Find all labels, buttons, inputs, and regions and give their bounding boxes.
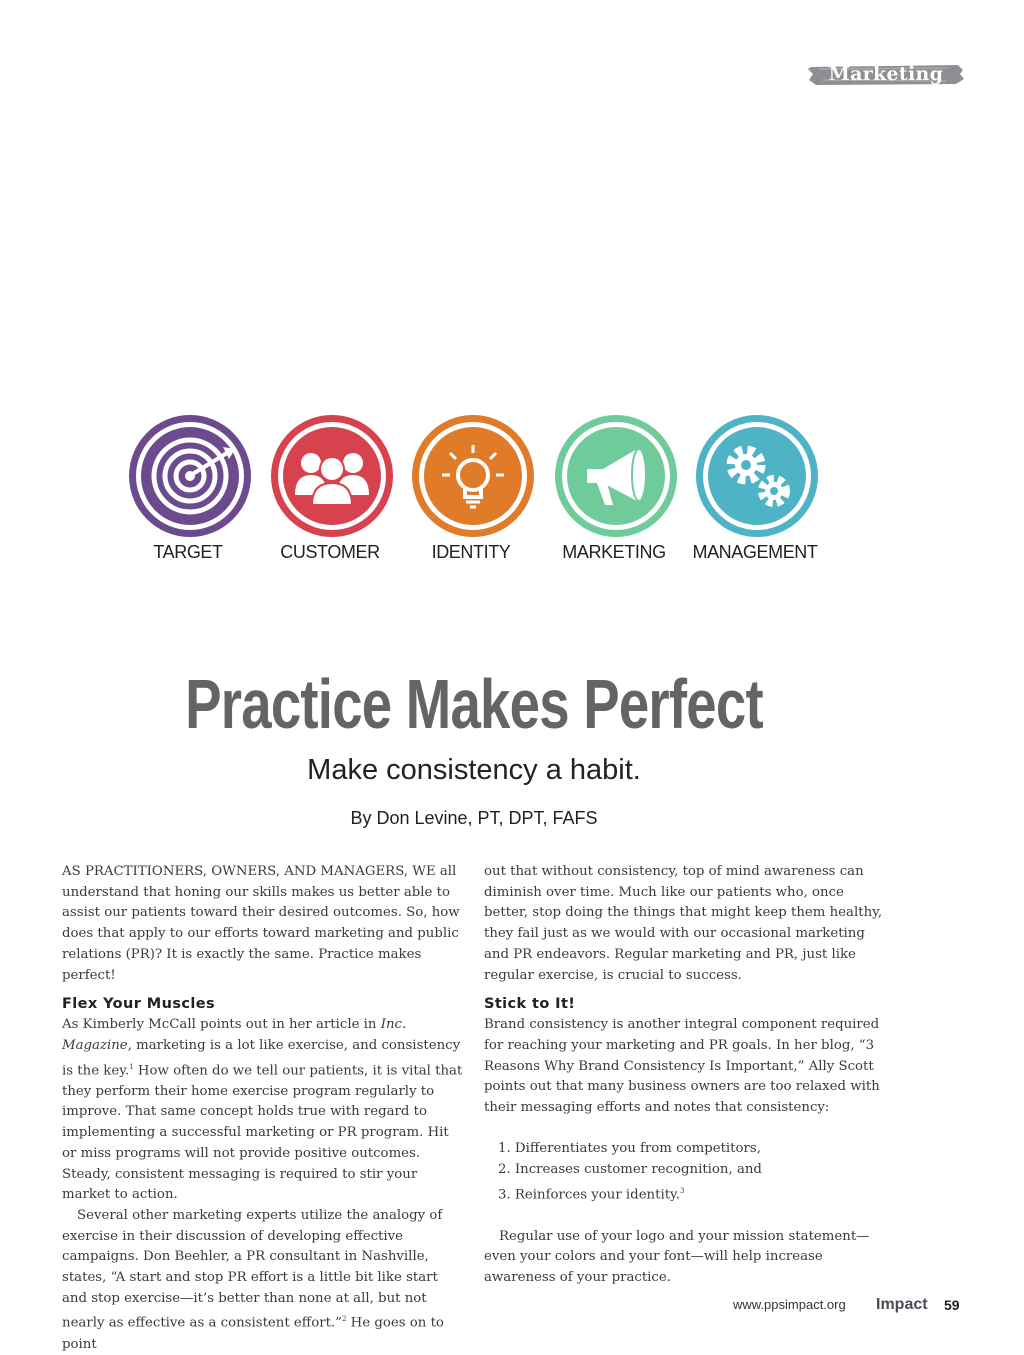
- target-icon: [127, 413, 253, 539]
- footnote-ref: 3: [680, 1186, 685, 1195]
- icon-label-identity: IDENTITY: [431, 542, 511, 562]
- icon-label-management: MANAGEMENT: [692, 542, 818, 562]
- paragraph-text: Several other marketing experts utilize the analogy of exercise in their discussion of developing effective campaigns. Don Beehler, a PR consultant in Nashville, states, “A start and stop PR effort is a little bit like start and stop exercise—it’s better than none at all, but not nearly as effective as a consistent effort.”: [62, 1207, 443, 1331]
- icon-label-target: TARGET: [153, 542, 223, 562]
- paragraph-stick: Brand consistency is another integral component required for reaching your marketing and PR goals. In her blog, “3 Reasons Why Brand Consistency Is Important,” Ally Scott points out that many business owners are too relaxed with their messaging efforts and notes that consistency:: [484, 1017, 880, 1116]
- icon-customer: [260, 410, 410, 575]
- paragraph-continued: out that without consistency, top of mind awareness can diminish over time. Much like our patients who, once better, stop doing the things that might keep them healthy, they fail just as we would with our occasional marketing and PR endeavors. Regular marketing and PR, just like regular exercise, is crucial to success.: [484, 864, 883, 983]
- paragraph-flex-1: [62, 1015, 466, 1206]
- identity-icon: [410, 413, 536, 539]
- article-byline: By Don Levine, PT, DPT, FAFS: [350, 808, 598, 828]
- icon-marketing: [544, 410, 694, 575]
- paragraph-text: , marketing is a lot like exercise, and consistency is the key.: [62, 1037, 461, 1079]
- icon-label-customer: CUSTOMER: [280, 542, 380, 562]
- footnote-ref: 1: [129, 1062, 134, 1071]
- section-tag-label: Marketing: [828, 63, 944, 85]
- magazine-name: Inc. Magazine: [62, 1017, 407, 1053]
- paragraph-closing: Regular use of your logo and your mission statement—even your colors and your font—will help increase awareness of your practice.: [484, 1228, 870, 1286]
- consistency-list: [484, 1139, 888, 1206]
- list-item: [498, 1181, 888, 1206]
- icon-target: [118, 410, 268, 575]
- article-column-right: [484, 862, 888, 1289]
- section-heading-stick: Stick to It!: [484, 996, 576, 1013]
- section-tag: [808, 61, 964, 87]
- footer-url[interactable]: www.ppsimpact.org: [733, 1297, 846, 1312]
- list-item: 2. Increases customer recognition, and: [498, 1162, 762, 1178]
- paragraph-text: He goes on to point: [62, 1315, 444, 1352]
- icon-label-marketing: MARKETING: [562, 542, 666, 562]
- icon-identity: [401, 410, 551, 575]
- paragraph-flex-2: [62, 1206, 466, 1355]
- footer-brand: Impact: [876, 1296, 928, 1313]
- list-item-text: 3. Reinforces your identity.: [498, 1187, 681, 1203]
- list-item: 1. Differentiates you from competitors,: [498, 1141, 761, 1157]
- customer-icon: [269, 413, 395, 539]
- paragraph-text: How often do we tell our patients, it is vital that they perform their home exercise program regularly to improve. That same concept holds true with regard to implementing a successful marketing or PR program. Hit or miss programs will not provide positive outcomes. Steady, consistent messaging is required to stir your market to action.: [62, 1063, 463, 1203]
- article-title: Practice Makes Perfect: [185, 665, 763, 743]
- icon-row: [118, 410, 838, 575]
- footnote-ref: 2: [341, 1315, 347, 1324]
- paragraph-text: As Kimberly McCall points out in her article in: [62, 1017, 381, 1033]
- article-column-left: [62, 862, 466, 1355]
- section-heading-flex: Flex Your Muscles: [62, 996, 215, 1013]
- marketing-icon: [553, 413, 679, 539]
- intro-paragraph: AS PRACTITIONERS, OWNERS, AND MANAGERS, WE all understand that honing our skills makes us better able to assist our patients toward their desired outcomes. So, how does that apply to our efforts toward marketing and public relations (PR)? It is exactly the same. Practice makes perfect!: [62, 864, 460, 983]
- icon-management: [685, 410, 835, 575]
- management-icon: [694, 413, 820, 539]
- article-subtitle: Make consistency a habit.: [307, 754, 641, 786]
- page-number: 59: [944, 1297, 960, 1313]
